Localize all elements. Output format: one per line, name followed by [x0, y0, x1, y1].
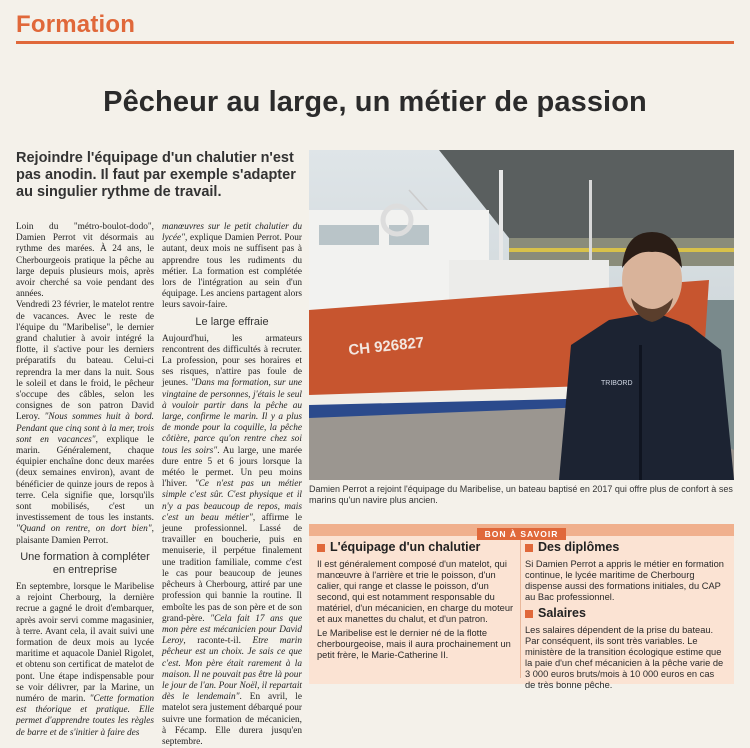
square-bullet-icon [525, 544, 533, 552]
diplomas-salaries-info [525, 540, 727, 694]
paragraph: Vendredi 23 février, le matelot rentre de vacances. Avec le reste de l'équipe du "Maribelise", le dernier grand chalutier à avoir intégré la flotte, il s'active pour les derniers préparatifs du bateau. Celui-ci reprendra la mer dans la nuit. Sous le soleil et dans le froid, le pêcheur s'occupe des câbles, selon les consignes de son patron David Leroy. "Nous sommes huit à bord. Pendant que cinq sont à la mer, trois sont en vacances", explique le marin. Généralement, chaque équipier enchaîne donc deux marées (deux semaines environ), avant de bénéficier de quinze jours de repos à terre. Cela signifie que, lorsqu'ils sont mobilisés, c'est un investissement de tous les instants. "Quand on rentre, on dort bien", plaisante Damien Perrot. [16, 300, 154, 546]
section-header [16, 10, 734, 44]
paragraph: Si Damien Perrot a appris le métier en formation continue, le lycée maritime de Cherbourg dispense aussi des formations initiales, du CAP au Bac professionnel. [525, 559, 724, 602]
salaries-title: Salaires [525, 606, 727, 621]
paragraph: Loin du "métro-boulot-dodo", Damien Perrot vit désormais au rythme des marées. À 24 ans, le Cherbourgeois pratique la pêche au large depuis plusieurs mois, après avoir cherché sa voie pendant des années. [16, 222, 154, 300]
crew-info [317, 540, 515, 664]
info-box [309, 524, 734, 690]
article-headline: Pêcheur au large, un métier de passion [103, 86, 647, 118]
photo-caption: Damien Perrot a rejoint l'équipage du Maribelise, un bateau baptisé en 2017 qui offre plus de confort à ses marins qu'un navire plus ancien. [309, 484, 733, 505]
article-lede: Rejoindre l'équipage d'un chalutier n'est pas anodin. Il faut par exemple s'adapter au singulier rythme de travail. [16, 150, 296, 200]
diplomas-title: Des diplômes [525, 540, 727, 555]
crew-title: L'équipage d'un chalutier [317, 540, 515, 555]
subheading: Le large effraie [195, 315, 269, 328]
paragraph: Le Maribelise est le dernier né de la flotte cherbourgeoise, mais il aura prochainement un petit frère, le Marie-Catherine II. [317, 628, 511, 660]
paragraph: En septembre, lorsque le Maribelise a rejoint Cherbourg, la dernière recrue a gagné le droit d'embarquer, après avoir servi comme magasinier, à terre. Avant cela, il avait suivi une formation de deux mois au lycée maritime et aquacole Daniel Rigolet, et obtenu son certificat de matelot de pont. Une étape indispensable pour se voir délivrer, par la Marine, un numéro de marin. "Cette formation est théorique et pratique. Elle permet d'apprendre toutes les règles de barre et de s'initier à faire des [16, 581, 154, 738]
section-title: Formation [16, 11, 136, 38]
divider [520, 540, 521, 678]
paragraph: manœuvres sur le petit chalutier du lycée", explique Damien Perrot. Pour autant, deux mois ne suffisent pas à apprendre tous les rudiments du métier. La formation est complétée lors de l'intégration au sein d'un équipage. Les anciens partagent alors leurs savoir-faire. [162, 222, 302, 311]
fisherman-photo [309, 150, 734, 480]
hull-number: CH 926827 [347, 334, 425, 359]
info-box-tag: BON À SAVOIR [309, 524, 734, 536]
subheading: Une formation à compléter en entreprise [20, 550, 150, 576]
paragraph: Aujourd'hui, les armateurs rencontrent des difficultés à recruter. La profession, pour ses horaires et ses risques, n'attire pas foule de jeunes. "Dans ma formation, sur une vingtaine de personnes, j'étais le seul à vouloir partir dans la pêche au large, confirme le marin. Il y a plus de monde pour la coquille, la pêche côtière, parce qu'on rentre chez soi tous les soirs". Au large, une marée dure entre 5 et 6 jours lorsque la météo le permet. Un peu moins l'hiver. "Ce n'est pas un métier simple c'est sûr. C'est physique et il n'y a pas beaucoup de repos, mais c'est un beau métier", affirme le jeune professionnel. Lassé de travailler en boucherie, puis en menuiserie, il perpétue finalement une tradition familiale, comme c'est le cas pour beaucoup de jeunes pêcheurs à Cherbourg, attiré par une profession qui bannie la routine. Il emboîte les pas de son père et de son grand-père. "Cela fait 17 ans que mon père est mécanicien pour David Leroy, raconte-t-il. Etre marin pêcheur est un choix. Je sais ce que c'est. Mon père était rarement à la maison. Il ne pouvait pas être là pour le jour de l'an. Pour Noël, il repartait dès le lendemain". En avril, le matelot sera justement débarqué pour suivre une formation de mécanicien, à Fécamp. Elle durera jusqu'en septembre. [162, 333, 303, 747]
jacket-brand: TRIBORD [601, 380, 633, 387]
paragraph: Les salaires dépendent de la prise du bateau. Par conséquent, ils sont très variables. Le ministère de la transition écologique estime que la paie d'un chef mécanicien à la pêche varie de 3 000 euros bruts/mois à 10 000 euros en cas de très bonne pêche. [525, 625, 724, 690]
article-photo [309, 150, 734, 480]
square-bullet-icon [317, 544, 325, 552]
square-bullet-icon [525, 610, 533, 618]
article-column-1 [16, 222, 154, 738]
paragraph: Il est généralement composé d'un matelot, qui manœuvre à l'arrière et trie le poisson, d'un calier, qui range et classe le poisson, d'un second, qui est notamment responsable du matériel, d'un mécanicien, en charge du moteur et aux manettes du chalut, et d'un patron. [317, 559, 514, 624]
article-column-2 [162, 222, 303, 747]
